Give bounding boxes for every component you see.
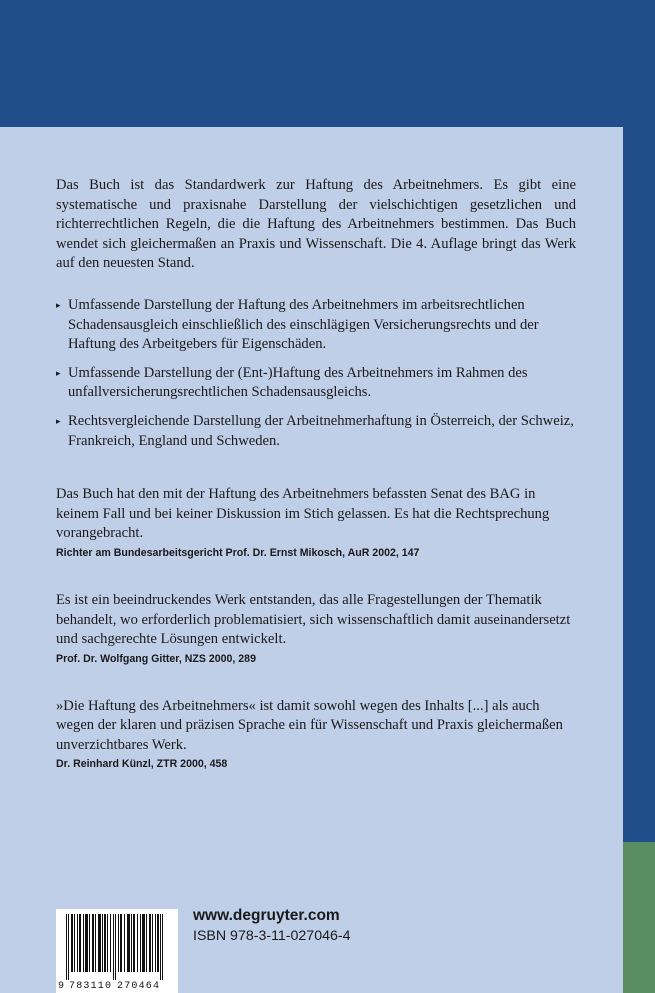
top-cover-band <box>0 0 655 127</box>
intro-paragraph: Das Buch ist das Standardwerk zur Haftung des Arbeitnehmers. Es gibt eine systematische und praxisnahe Darstellung der vielschichtigen gesetzlichen und richterrechtlichen Regeln, die die Haftung des Arbeitnehmers bestimmen. Das Buch wendet sich gleichermaßen an Praxis und Wissenschaft. Die 4. Auflage bringt das Werk auf den neuesten Stand. <box>56 177 576 272</box>
feature-text: Umfassende Darstellung der (Ent-)Haftung des Arbeitnehmers im Rahmen des unfallversicherungsrechtlichen Schadensausgleichs. <box>68 364 528 401</box>
triangle-bullet-icon: ▸ <box>56 299 61 310</box>
isbn-barcode <box>56 909 178 993</box>
quote-source: Richter am Bundesarbeitsgericht Prof. Dr. Ernst Mikosch, AuR 2002, 147 <box>56 546 420 559</box>
feature-text: Umfassende Darstellung der Haftung des Arbeitnehmers im arbeitsrechtlichen Schadensausgleich einschließlich des einschlägigen Versicherungsrechts und der Haftung des Arbeitgebers für Eigenschäden. <box>68 296 539 353</box>
barcode-right-digits: 270464 <box>117 981 159 992</box>
quote-text: »Die Haftung des Arbeitnehmers« ist damit sowohl wegen des Inhalts [...] als auch wegen der klaren und präzisen Sprache ein für Wissenschaft und Praxis gleichermaßen unverzichtbares Werk. <box>56 697 563 753</box>
right-spine-strip <box>623 127 655 842</box>
review-quote <box>56 697 576 773</box>
publisher-url: www.degruyter.com <box>193 907 340 924</box>
blurb-content <box>56 176 576 772</box>
publisher-info <box>193 906 350 946</box>
review-quote <box>56 485 576 561</box>
feature-item <box>56 296 576 355</box>
feature-text: Rechtsvergleichende Darstellung der Arbeitnehmerhaftung in Österreich, der Schweiz, Frankreich, England und Schweden. <box>68 412 574 449</box>
quote-text: Das Buch hat den mit der Haftung des Arbeitnehmers befassten Senat des BAG in keinem Fall und bei keiner Diskussion im Stich gelassen. Es hat die Rechtsprechung vorangebracht. <box>56 486 550 542</box>
review-quote <box>56 591 576 667</box>
feature-item <box>56 412 576 451</box>
barcode-left-digits: 783110 <box>69 981 111 992</box>
quote-source: Dr. Reinhard Künzl, ZTR 2000, 458 <box>56 758 228 771</box>
quote-source: Prof. Dr. Wolfgang Gitter, NZS 2000, 289 <box>56 652 256 665</box>
feature-list <box>56 296 576 451</box>
barcode-graphic <box>56 909 178 993</box>
triangle-bullet-icon: ▸ <box>56 415 61 426</box>
feature-item <box>56 364 576 403</box>
barcode-first-digit: 9 <box>58 981 65 992</box>
isbn-number: ISBN 978-3-11-027046-4 <box>193 928 351 944</box>
quote-text: Es ist ein beeindruckendes Werk entstanden, das alle Fragestellungen der Thematik behandelt, wo erforderlich problematisiert, sich wissenschaftlich damit auseinandersetzt und sachgerechte Lösungen entwickelt. <box>56 591 571 648</box>
green-accent-strip <box>623 842 655 993</box>
triangle-bullet-icon: ▸ <box>56 367 61 378</box>
